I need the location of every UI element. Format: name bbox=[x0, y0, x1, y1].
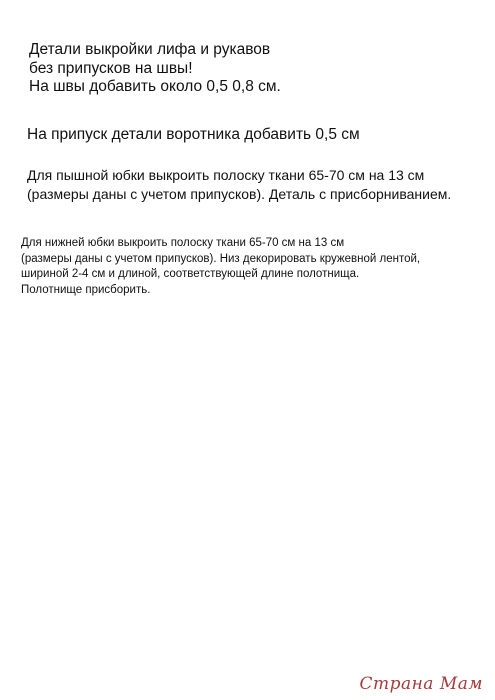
fluffy-skirt-note bbox=[27, 166, 451, 203]
collar-allowance-note bbox=[27, 126, 360, 145]
bodice-sleeve-pattern-note bbox=[29, 41, 281, 97]
text-line: Для нижней юбки выкроить полоску ткани 65-70 см на 13 см bbox=[21, 237, 345, 249]
text-line: без припусков на швы! bbox=[29, 59, 193, 77]
site-watermark: Страна Мам bbox=[359, 674, 483, 694]
underskirt-note bbox=[21, 236, 420, 298]
text-line: (размеры даны с учетом припусков). Деталь с присборниванием. bbox=[27, 185, 452, 202]
text-line: (размеры даны с учетом припусков). Низ декорировать кружевной лентой, bbox=[21, 252, 421, 265]
text-line: Детали выкройки лифа и рукавов bbox=[29, 41, 271, 58]
text-line: шириной 2-4 см и длиной, соответствующей длине полотнища. bbox=[21, 268, 360, 280]
text-line: На швы добавить около 0,5 0,8 см. bbox=[29, 78, 281, 95]
text-line: На припуск детали воротника добавить 0,5 см bbox=[27, 126, 360, 143]
text-line: Для пышной юбки выкроить полоску ткани 65-70 см на 13 см bbox=[27, 167, 425, 183]
text-line: Полотнище присборить. bbox=[21, 283, 151, 296]
